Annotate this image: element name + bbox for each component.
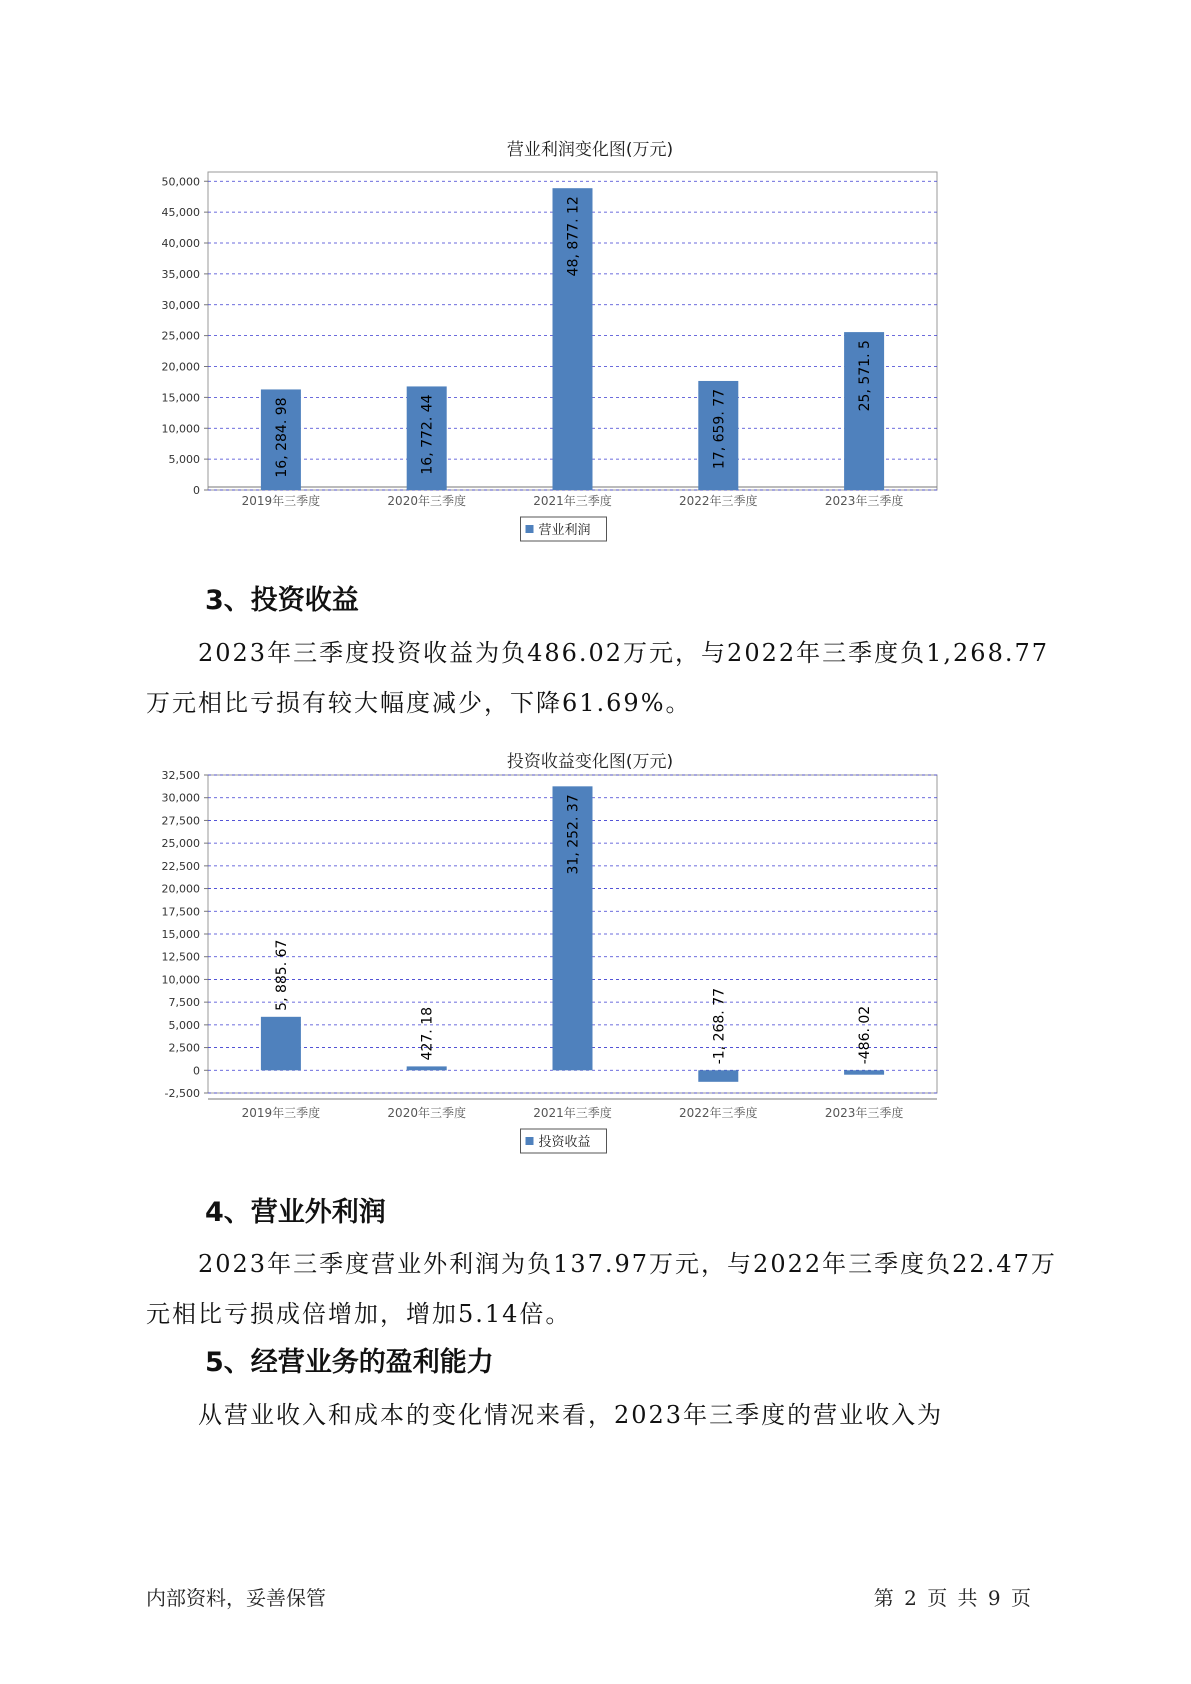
x-tick-label: 2021年三季度 [533,494,612,508]
y-tick-label: 12,500 [161,950,200,964]
y-tick-label: 7,500 [168,996,200,1010]
bar-chart-svg [150,130,1030,550]
chart-title: 营业利润变化图(万元) [506,140,674,160]
y-tick-label: 30,000 [161,791,200,805]
paragraph-line: 万元相比亏损有较大幅度减少，下降61.69%。 [146,689,692,717]
section-heading-profitability: 5、经营业务的盈利能力 [205,1347,494,1378]
bar [698,1070,738,1082]
y-tick-label: 25,000 [161,329,200,343]
data-label: -1, 268. 77 [711,987,728,1065]
data-label: 427. 18 [419,1006,436,1061]
profitability-paragraph [146,1390,1066,1440]
paragraph-line: 从营业收入和成本的变化情况来看，2023年三季度的营业收入为 [198,1401,944,1429]
data-label: 25, 571. 5 [857,340,874,412]
bar [407,1066,447,1070]
footer-confidential-note: 内部资料，妥善保管 [146,1586,326,1610]
paragraph-line: 2023年三季度营业外利润为负137.97万元，与2022年三季度负22.47万 [198,1250,1057,1278]
legend-label: 投资收益 [538,1135,591,1150]
bar [261,1017,301,1070]
bar-chart-svg [150,742,1030,1162]
y-tick-label: 0 [193,1064,200,1078]
x-tick-label: 2023年三季度 [824,494,904,508]
x-tick-label: 2019年三季度 [241,494,321,508]
x-tick-label: 2023年三季度 [824,1106,904,1120]
legend-swatch [526,1137,534,1145]
y-tick-label: -2,500 [164,1087,200,1100]
x-tick-label: 2020年三季度 [387,494,466,508]
y-tick-label: 22,500 [161,859,200,873]
section-heading-non-operating-profit: 4、营业外利润 [205,1197,386,1228]
y-tick-label: 45,000 [161,206,200,220]
data-label: 31, 252. 37 [565,794,582,875]
operating-profit-chart [150,130,1030,550]
y-tick-label: 20,000 [161,882,200,896]
x-tick-label: 2022年三季度 [679,1106,758,1120]
y-tick-label: 15,000 [161,391,200,405]
non-operating-profit-paragraph [146,1239,1066,1339]
y-tick-label: 17,500 [161,905,200,919]
legend-swatch [526,525,534,533]
bar [844,1070,884,1074]
y-tick-label: 15,000 [161,928,200,941]
y-tick-label: 2,500 [168,1041,200,1055]
y-tick-label: 10,000 [161,973,200,987]
investment-income-chart [150,742,1030,1162]
y-tick-label: 20,000 [161,360,200,374]
data-label: 5, 885. 67 [273,939,290,1011]
y-tick-label: 27,500 [161,814,200,828]
investment-income-paragraph [146,628,1066,728]
y-tick-label: 40,000 [161,237,200,251]
x-tick-label: 2022年三季度 [679,494,758,508]
data-label: 16, 772. 44 [419,394,436,475]
data-label: -486. 02 [857,1005,874,1065]
y-tick-label: 5,000 [168,1018,200,1032]
section-heading-investment-income: 3、投资收益 [205,585,359,616]
data-label: 48, 877. 12 [565,196,582,277]
x-tick-label: 2019年三季度 [241,1106,321,1120]
y-tick-label: 35,000 [161,267,200,281]
footer-page-number: 第 2 页 共 9 页 [873,1586,1031,1610]
x-tick-label: 2021年三季度 [533,1106,612,1120]
paragraph-line: 元相比亏损成倍增加，增加5.14倍。 [146,1300,572,1328]
y-tick-label: 5,000 [168,453,200,467]
paragraph-line: 2023年三季度投资收益为负486.02万元，与2022年三季度负1,268.77 [198,639,1050,667]
y-tick-label: 30,000 [161,298,200,312]
y-tick-label: 25,000 [161,837,200,851]
data-label: 17, 659. 77 [711,388,728,470]
y-tick-label: 32,500 [161,769,200,782]
data-label: 16, 284. 98 [273,397,290,478]
x-tick-label: 2020年三季度 [387,1106,466,1120]
chart-title: 投资收益变化图(万元) [506,752,674,772]
y-tick-label: 10,000 [161,422,200,436]
y-tick-label: 50,000 [161,175,200,189]
legend-label: 营业利润 [538,523,591,538]
y-tick-label: 0 [193,484,200,497]
